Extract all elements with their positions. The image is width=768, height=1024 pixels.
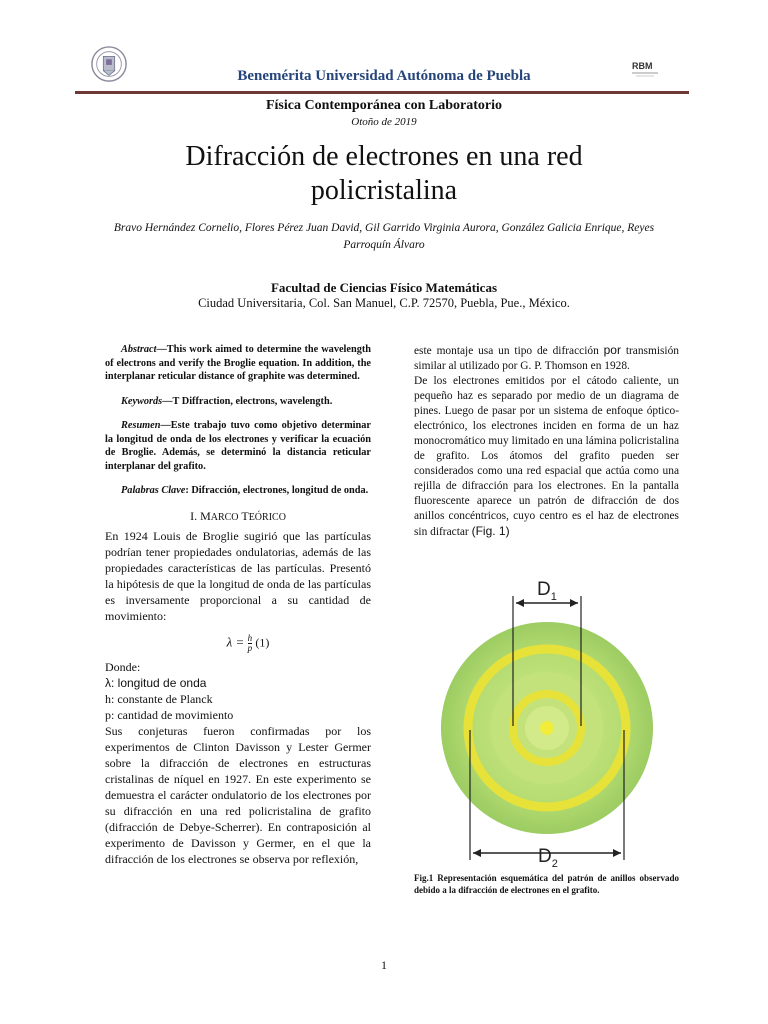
center-spot: [540, 721, 554, 735]
diffraction-rings-figure: [432, 568, 662, 868]
definition-h: h: constante de Planck: [105, 691, 213, 706]
d1-label: $D_1$: [537, 579, 557, 603]
keywords: Keywords—T Diffraction, electrons, wavelength.: [121, 395, 333, 407]
abstract: Abstract—This work aimed to determine the wavelength of electrons and verify the Broglie equation. In addition, the interplanar reticular distance of graphite was determined.: [105, 344, 371, 382]
faculty: Facultad de Ciencias Físico Matemáticas: [270, 280, 497, 295]
authors: Bravo Hernández Cornelio, Flores Pérez Juan David, Gil Garrido Virginia Aurora, González Galicia Enrique, Reyes Parroquín Álvaro: [113, 222, 655, 251]
palabras-clave: Palabras Clave: Difracción, electrones, longitud de onda.: [121, 485, 369, 496]
left-column: [105, 343, 371, 867]
figure-caption: Fig.1 Representación esquemática del patrón de anillos observado debido a la difracción de electrones en el grafito.: [414, 873, 680, 895]
equation-1: $\lambda = \frac{h}{p}$ (1): [226, 632, 270, 653]
page-number: 1: [381, 958, 387, 972]
definition-p: p: cantidad de movimiento: [105, 707, 234, 722]
course-name: Física Contemporánea con Laboratorio: [265, 98, 503, 113]
section-title: MARCO TEÓRICO: [200, 508, 286, 523]
paragraph-3: este montaje usa un tipo de difracción por transmisión similar al utilizado por G. P. Thomson en 1928.: [414, 343, 679, 372]
d2-label: $D_2$: [538, 846, 558, 868]
paper-title: Difracción de electrones en una red policristalina: [185, 141, 583, 206]
paragraph-2: Sus conjeturas fueron confirmadas por los experimentos de Clinton Davisson y Lester Germer sobre la difracción de electrones en estructuras cristalinas de níquel en 1927. En este experimento se demuestra el carácter ondulatorio de los electrones por su difracción en una red policristalina de grafito (difracción de Debye-Scherrer). En contraposición al experimento de Davisson y Germer, en el que la difracción de los electrones se observa por reflexión,: [105, 723, 371, 866]
term: Otoño de 2019: [351, 116, 417, 128]
definition-lambda: λ: longitud de onda: [105, 675, 207, 690]
address: Ciudad Universitaria, Col. San Manuel, C.P. 72570, Puebla, Pue., México.: [198, 296, 570, 310]
donde-label: Donde:: [105, 659, 141, 674]
section-heading: I. MARCO TEÓRICO: [190, 508, 286, 523]
resumen: Resumen—Este trabajo tuvo como objetivo determinar la longitud de onda de los electrones y verificar la ecuación de Broglie. Además, se determinó la distancia reticular interplanar del grafito.: [105, 420, 371, 472]
section-body: [105, 528, 371, 867]
svg-text:RBM: RBM: [632, 61, 653, 71]
header-rule: [75, 91, 689, 94]
paragraph-4: De los electrones emitidos por el cátodo caliente, un pequeño haz es separado por medio de un diagrama de pines. Luego de pasar por un sistema de enfoque óptico-electrónico, los electrones inciden en forma de un haz monocromático muy limitado en una lámina policristalina de grafito. Los átomos del grafito pueden ser considerados como una red espacial que actúa como una rejilla de difracción para los electrones. En la pantalla fluorescente aparece un patrón de difracción de dos anillos concéntricos, cuyo centro es el haz de electrones sin difractar (Fig. 1): [414, 375, 679, 538]
paragraph-1: En 1924 Louis de Broglie sugirió que las partículas podrían tener propiedades ondulatorias, además de las propiedades características de las partículas. Presentó la hipótesis de que la longitud de onda de las partículas es inversamente proporcional a su cantidad de movimiento:: [105, 528, 371, 623]
university-name: Benemérita Universidad Autónoma de Puebla: [237, 68, 531, 84]
right-column: [414, 343, 679, 540]
